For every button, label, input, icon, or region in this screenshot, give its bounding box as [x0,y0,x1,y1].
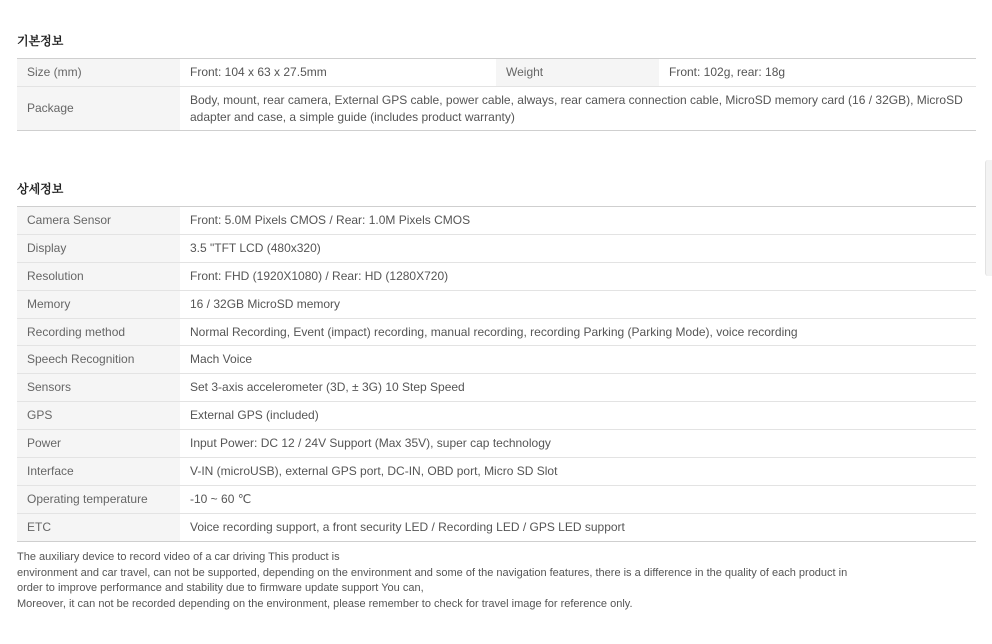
spec-label: Memory [17,290,180,318]
table-row [17,59,976,87]
spec-label: ETC [17,513,180,541]
side-scroll-tab[interactable] [985,160,992,276]
table-row [17,318,976,346]
notice-line: environment and car travel, can not be supported, depending on the environment and some of the navigation features, there is a difference in the quality of each product in [17,566,848,579]
spec-value: Normal Recording, Event (impact) recording, manual recording, recording Parking (Parking Mode), voice recording [180,318,976,346]
size-value: Front: 104 x 63 x 27.5mm [180,59,496,87]
spec-label: Sensors [17,374,180,402]
basic-info-title: 기본정보 [17,34,64,48]
notice-line: order to improve performance and stability due to firmware update support You can, [17,582,424,594]
spec-label: Recording method [17,318,180,346]
spec-label: Camera Sensor [17,207,180,235]
basic-info-table [17,58,976,131]
spec-label: Speech Recognition [17,346,180,374]
spec-value: Mach Voice [180,346,976,374]
package-value: Body, mount, rear camera, External GPS cable, power cable, always, rear camera connection cable, MicroSD memory card (16 / 32GB), MicroSD adapter and case, a simple guide (includes product warranty) [190,92,963,124]
spec-label: GPS [17,402,180,430]
spec-value: Front: 5.0M Pixels CMOS / Rear: 1.0M Pixels CMOS [180,207,976,235]
spec-value: Input Power: DC 12 / 24V Support (Max 35V), super cap technology [180,430,976,458]
weight-value: Front: 102g, rear: 18g [659,59,976,87]
spec-label: Interface [17,458,180,486]
table-row [17,402,976,430]
table-row [17,262,976,290]
weight-label: Weight [496,59,659,87]
size-label: Size (mm) [17,59,180,87]
notice-text [17,550,967,612]
spec-label: Operating temperature [17,485,180,513]
notice-line: Moreover, it can not be recorded depending on the environment, please remember to check for travel image for reference only. [17,597,633,610]
spec-value: Voice recording support, a front security LED / Recording LED / GPS LED support [190,519,625,534]
table-row [17,346,976,374]
table-row [17,458,976,486]
table-row [17,290,976,318]
spec-label: Display [17,234,180,262]
spec-value: V-IN (microUSB), external GPS port, DC-IN, OBD port, Micro SD Slot [180,458,976,486]
notice-line: The auxiliary device to record video of a car driving This product is [17,551,340,563]
detail-info-title: 상세정보 [17,182,64,196]
table-row [17,485,976,513]
spec-value: Set 3-axis accelerometer (3D, ± 3G) 10 Step Speed [180,374,976,402]
spec-value: Front: FHD (1920X1080) / Rear: HD (1280X720) [180,262,976,290]
package-label: Package [17,87,180,131]
table-row [17,234,976,262]
table-row [17,430,976,458]
table-row [17,513,976,541]
spec-label: Resolution [17,262,180,290]
spec-value: 16 / 32GB MicroSD memory [180,290,976,318]
table-row [17,207,976,235]
spec-value: -10 ~ 60 ℃ [180,485,976,513]
spec-value: 3.5 "TFT LCD (480x320) [180,234,976,262]
table-row [17,87,976,131]
detail-info-table [17,206,976,542]
spec-value: External GPS (included) [180,402,976,430]
table-row [17,374,976,402]
spec-label: Power [17,430,180,458]
